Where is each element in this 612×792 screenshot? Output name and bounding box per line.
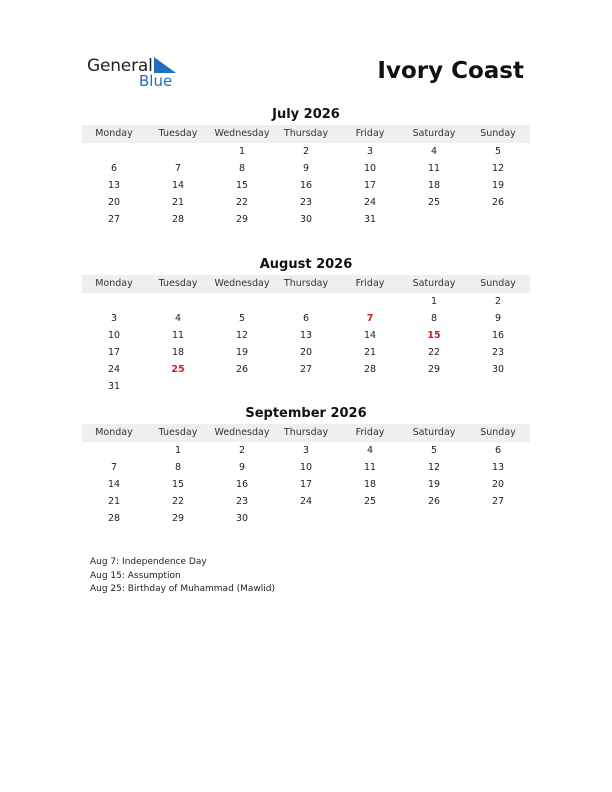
month-title: July 2026 <box>272 107 340 122</box>
day-cell: 2 <box>494 296 502 307</box>
week-row <box>82 493 530 510</box>
week-row <box>82 442 530 459</box>
day-cell: 23 <box>491 347 505 358</box>
week-row <box>82 476 530 493</box>
day-cell <box>466 378 530 395</box>
day-cell: 6 <box>302 313 310 324</box>
weekday-label: Sunday <box>480 278 516 289</box>
day-cell <box>402 378 466 395</box>
day-cell: 26 <box>427 496 441 507</box>
day-cell: 17 <box>107 347 121 358</box>
day-cell: 5 <box>238 313 246 324</box>
day-cell: 20 <box>491 479 505 490</box>
day-cell: 24 <box>299 496 313 507</box>
week-row <box>82 310 530 327</box>
holiday-note: Aug 15: Assumption <box>90 570 181 581</box>
day-cell: 20 <box>107 197 121 208</box>
week-row <box>82 143 530 160</box>
day-cell: 18 <box>427 180 441 191</box>
week-row <box>82 361 530 378</box>
day-cell <box>466 211 530 228</box>
day-cell: 29 <box>171 513 185 524</box>
holiday-notes <box>90 556 275 597</box>
weekday-label: Saturday <box>412 278 456 289</box>
day-cell: 7 <box>110 462 118 473</box>
weekday-label: Saturday <box>412 427 456 438</box>
day-cell: 30 <box>491 364 505 375</box>
day-cell: 3 <box>366 146 374 157</box>
day-cell: 25 <box>427 197 441 208</box>
day-cell: 28 <box>363 364 377 375</box>
day-cell: 5 <box>494 146 502 157</box>
week-row <box>82 459 530 476</box>
weekday-header <box>82 125 530 143</box>
weekday-label: Sunday <box>480 427 516 438</box>
week-row <box>82 293 530 310</box>
weekday-label: Wednesday <box>214 128 270 139</box>
day-cell: 26 <box>235 364 249 375</box>
day-cell: 18 <box>363 479 377 490</box>
day-cell: 30 <box>299 214 313 225</box>
day-cell: 6 <box>110 163 118 174</box>
weekday-label: Thursday <box>283 128 329 139</box>
week-row <box>82 378 530 395</box>
weekday-label: Sunday <box>480 128 516 139</box>
day-cell: 14 <box>107 479 121 490</box>
day-cell: 10 <box>107 330 121 341</box>
logo-triangle-icon <box>154 57 176 73</box>
day-cell: 2 <box>302 146 310 157</box>
day-cell: 15 <box>171 479 185 490</box>
weekday-label: Friday <box>355 128 385 139</box>
weekday-label: Thursday <box>283 427 329 438</box>
day-cell: 27 <box>299 364 313 375</box>
weekday-label: Tuesday <box>158 427 198 438</box>
day-cell: 14 <box>363 330 377 341</box>
week-row <box>82 211 530 228</box>
day-cell: 12 <box>491 163 505 174</box>
month-calendar <box>82 256 530 395</box>
day-cell: 10 <box>299 462 313 473</box>
day-cell: 22 <box>235 197 249 208</box>
day-cell <box>146 143 210 160</box>
holiday-day-cell: 15 <box>427 330 441 341</box>
day-cell: 7 <box>174 163 182 174</box>
weekday-label: Wednesday <box>214 427 270 438</box>
day-cell <box>402 510 466 527</box>
day-cell: 21 <box>171 197 185 208</box>
day-cell: 5 <box>430 445 438 456</box>
day-cell: 21 <box>363 347 377 358</box>
day-cell: 16 <box>299 180 313 191</box>
month-calendar <box>82 405 530 527</box>
day-cell: 16 <box>235 479 249 490</box>
day-cell: 19 <box>427 479 441 490</box>
day-cell <box>82 143 146 160</box>
day-cell: 4 <box>174 313 182 324</box>
day-cell: 20 <box>299 347 313 358</box>
day-cell: 19 <box>235 347 249 358</box>
logo-word-general: General <box>87 56 153 76</box>
day-cell <box>82 293 146 310</box>
weekday-label: Friday <box>355 278 385 289</box>
day-cell: 27 <box>107 214 121 225</box>
day-cell <box>146 378 210 395</box>
week-row <box>82 160 530 177</box>
day-cell: 9 <box>494 313 502 324</box>
day-cell: 29 <box>235 214 249 225</box>
week-row <box>82 510 530 527</box>
logo-word-blue: Blue <box>139 72 173 90</box>
weekday-label: Saturday <box>412 128 456 139</box>
holiday-day-cell: 25 <box>171 364 185 375</box>
day-cell <box>146 293 210 310</box>
day-cell <box>338 378 402 395</box>
day-cell: 19 <box>491 180 505 191</box>
month-title: September 2026 <box>245 406 367 421</box>
weekday-label: Thursday <box>283 278 329 289</box>
holiday-note: Aug 25: Birthday of Muhammad (Mawlid) <box>90 584 276 594</box>
day-cell: 4 <box>366 445 374 456</box>
day-cell: 27 <box>491 496 505 507</box>
day-cell: 24 <box>107 364 121 375</box>
day-cell: 12 <box>427 462 441 473</box>
month-calendar <box>82 106 530 228</box>
weekday-label: Friday <box>355 427 385 438</box>
week-row <box>82 327 530 344</box>
day-cell: 26 <box>491 197 505 208</box>
weekday-label: Monday <box>95 128 133 139</box>
day-cell: 31 <box>363 214 377 225</box>
week-row <box>82 194 530 211</box>
country-title: Ivory Coast <box>377 58 524 84</box>
day-cell: 21 <box>107 496 121 507</box>
day-cell: 1 <box>174 445 182 456</box>
day-cell: 13 <box>491 462 505 473</box>
day-cell: 12 <box>235 330 249 341</box>
day-cell: 17 <box>363 180 377 191</box>
generalblue-logo <box>87 54 187 94</box>
day-cell: 1 <box>238 146 246 157</box>
day-cell: 6 <box>494 445 502 456</box>
day-cell: 4 <box>430 146 438 157</box>
day-cell: 14 <box>171 180 185 191</box>
day-cell: 2 <box>238 445 246 456</box>
day-cell: 9 <box>238 462 246 473</box>
day-cell: 11 <box>427 163 441 174</box>
day-cell: 13 <box>107 180 121 191</box>
day-cell <box>466 510 530 527</box>
day-cell: 3 <box>110 313 118 324</box>
day-cell: 10 <box>363 163 377 174</box>
day-cell: 15 <box>235 180 249 191</box>
day-cell <box>274 378 338 395</box>
day-cell <box>338 293 402 310</box>
day-cell: 9 <box>302 163 310 174</box>
weekday-label: Monday <box>95 278 133 289</box>
day-cell: 11 <box>363 462 377 473</box>
day-cell: 3 <box>302 445 310 456</box>
weekday-label: Tuesday <box>158 278 198 289</box>
day-cell: 16 <box>491 330 505 341</box>
day-cell: 30 <box>235 513 249 524</box>
week-row <box>82 177 530 194</box>
day-cell <box>210 378 274 395</box>
holiday-note: Aug 7: Independence Day <box>90 557 207 567</box>
weekday-label: Wednesday <box>214 278 270 289</box>
day-cell <box>402 211 466 228</box>
day-cell <box>82 442 146 459</box>
day-cell <box>210 293 274 310</box>
weekday-label: Monday <box>95 427 133 438</box>
day-cell: 17 <box>299 479 313 490</box>
day-cell: 22 <box>427 347 441 358</box>
day-cell: 24 <box>363 197 377 208</box>
day-cell: 31 <box>107 381 121 392</box>
holiday-day-cell: 7 <box>366 313 374 324</box>
day-cell: 8 <box>430 313 438 324</box>
month-title: August 2026 <box>259 257 353 272</box>
day-cell: 23 <box>235 496 249 507</box>
day-cell: 8 <box>174 462 182 473</box>
day-cell: 11 <box>171 330 185 341</box>
day-cell: 23 <box>299 197 313 208</box>
day-cell: 8 <box>238 163 246 174</box>
day-cell: 22 <box>171 496 185 507</box>
day-cell: 29 <box>427 364 441 375</box>
day-cell <box>274 510 338 527</box>
day-cell: 1 <box>430 296 438 307</box>
day-cell: 28 <box>171 214 185 225</box>
weekday-header <box>82 275 530 293</box>
day-cell: 13 <box>299 330 313 341</box>
day-cell <box>338 510 402 527</box>
day-cell: 28 <box>107 513 121 524</box>
day-cell: 25 <box>363 496 377 507</box>
week-row <box>82 344 530 361</box>
day-cell: 18 <box>171 347 185 358</box>
day-cell <box>274 293 338 310</box>
weekday-header <box>82 424 530 442</box>
weekday-label: Tuesday <box>158 128 198 139</box>
